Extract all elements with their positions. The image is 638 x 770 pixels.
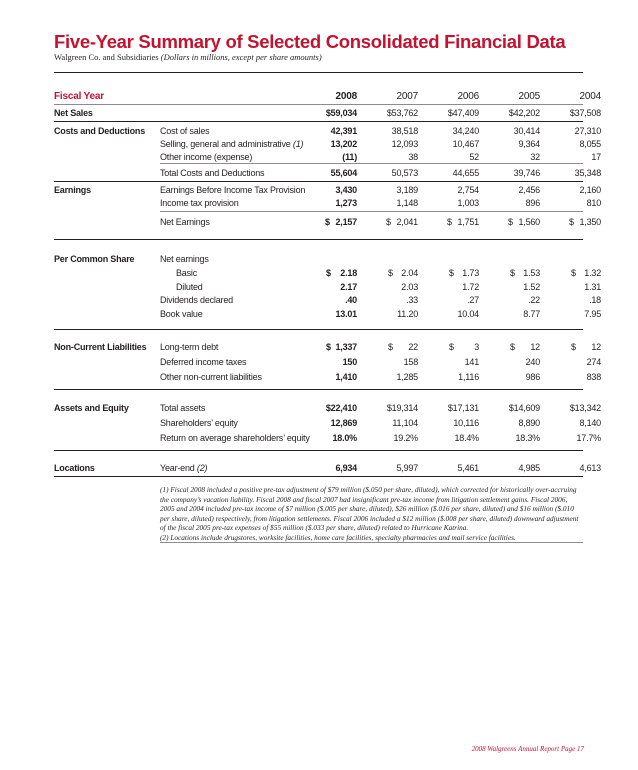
value-cell: 13,202 xyxy=(330,139,357,149)
section-earnings: Earnings xyxy=(54,185,91,195)
row-label: Dividends declared xyxy=(160,295,233,305)
earnings-subtotal-rule xyxy=(160,211,583,212)
value-cell: 1.52 xyxy=(523,281,540,292)
dollar-sign: $ xyxy=(508,217,513,227)
value-cell: 150 xyxy=(342,357,357,367)
row-label-text: Year-end xyxy=(160,463,195,473)
dollar-sign: $ xyxy=(449,342,454,352)
value-cell: 2.04 xyxy=(401,268,418,278)
year-header: 2005 xyxy=(518,91,540,102)
value-cell: .33 xyxy=(406,295,418,305)
per-share-rule xyxy=(54,329,583,330)
value-cell: 55,604 xyxy=(330,168,357,178)
value-cell: .40 xyxy=(345,295,357,305)
value-cell: 19.2% xyxy=(393,433,418,443)
subtitle-units: (Dollars in millions, except per share amounts) xyxy=(160,52,322,62)
value-cell: 5,997 xyxy=(396,463,418,473)
value-cell: 1,751 xyxy=(457,217,479,227)
locations-rule xyxy=(54,476,583,477)
dollar-sign: $ xyxy=(326,342,331,352)
value-cell: 34,240 xyxy=(452,126,479,136)
net-sales-label: Net Sales xyxy=(54,108,93,118)
value-cell: 1,410 xyxy=(335,372,357,382)
value-cell: 240 xyxy=(525,357,540,367)
noncurrent-rule xyxy=(54,389,583,390)
row-label: Shareholders’ equity xyxy=(160,418,238,428)
value-cell: 42,391 xyxy=(330,126,357,136)
dollar-sign: $ xyxy=(571,342,576,352)
value-cell: 2.03 xyxy=(401,281,418,292)
costs-rule xyxy=(54,181,583,182)
value-cell: 274 xyxy=(586,357,601,367)
value-cell: 30,414 xyxy=(513,126,540,136)
value-cell: 4,985 xyxy=(518,463,540,473)
row-label-text: Cost of sales xyxy=(160,126,210,136)
value-cell: 1,350 xyxy=(579,217,601,227)
footnote: (1) Fiscal 2008 included a positive pre-tax adjustment of $79 million ($.050 per share, diluted), which corrected for historically over-accruing the company’s vacation liability. Fiscal 2008 and fiscal 2007 had insignificant pre-tax income from litigation settlement gains. Fiscal 2006, 2005 and 2004 included pre-tax income of $7 million ($.005 per share, diluted), $26 million ($.016 per share, diluted) and $16 million ($.010 per share, diluted) respectively, from litigation settlements. Fiscal 2006 included a $12 million ($.008 per share, diluted) downward adjustment of the fiscal 2005 pre-tax expenses of $55 million ($.033 per share, diluted) related to Hurricane Katrina. xyxy=(160,485,579,532)
net-earnings-label: Net Earnings xyxy=(160,217,210,227)
value-cell: 1,285 xyxy=(396,372,418,382)
top-rule xyxy=(54,72,583,73)
fiscal-year-header: Fiscal Year xyxy=(54,91,104,102)
footnote: (2) Locations include drugstores, worksite facilities, home care facilities, specialty pharmacies and mail service facilities. xyxy=(160,533,516,542)
dollar-sign: $ xyxy=(569,217,574,227)
value-cell: $37,508 xyxy=(569,108,601,118)
row-label: Diluted xyxy=(176,281,203,292)
value-cell: $13,342 xyxy=(569,403,601,413)
value-cell: 1,116 xyxy=(458,372,479,382)
row-label: Basic xyxy=(176,268,198,278)
year-header: 2004 xyxy=(579,91,601,102)
value-cell: 8,890 xyxy=(518,418,540,428)
value-cell: 2,160 xyxy=(579,185,601,195)
value-cell: 4,613 xyxy=(579,463,601,473)
row-label: Deferred income taxes xyxy=(160,357,247,367)
value-cell: $14,609 xyxy=(508,403,540,413)
value-cell: 8,055 xyxy=(579,139,601,149)
earnings-rule xyxy=(54,239,583,240)
value-cell: 22 xyxy=(408,342,418,352)
footnote-ref: (2) xyxy=(196,463,208,473)
value-cell: 10.04 xyxy=(457,308,479,319)
value-cell: 50,573 xyxy=(391,168,418,178)
section-assets: Assets and Equity xyxy=(54,403,129,413)
value-cell: 2,157 xyxy=(335,217,357,227)
value-cell: 2.18 xyxy=(340,268,357,278)
row-label: Book value xyxy=(160,308,203,319)
value-cell: 896 xyxy=(525,198,540,208)
row-label: Total assets xyxy=(160,403,206,413)
dollar-sign: $ xyxy=(386,217,391,227)
header-rule xyxy=(54,104,583,105)
value-cell: 3,189 xyxy=(396,185,418,195)
value-cell: 1.53 xyxy=(523,268,540,278)
value-cell: 1.72 xyxy=(462,281,479,292)
dollar-sign: $ xyxy=(510,268,515,278)
row-label: Income tax provision xyxy=(160,198,239,208)
dollar-sign: $ xyxy=(571,268,576,278)
value-cell: 44,655 xyxy=(452,168,479,178)
dollar-sign: $ xyxy=(325,217,330,227)
value-cell: 9,364 xyxy=(518,139,540,149)
value-cell: 52 xyxy=(469,152,479,162)
value-cell: 13.01 xyxy=(335,308,357,319)
value-cell: 38 xyxy=(408,152,418,162)
value-cell: 10,467 xyxy=(452,139,479,149)
net-sales-rule xyxy=(54,121,583,122)
value-cell: 3,430 xyxy=(335,185,357,195)
value-cell: 38,518 xyxy=(391,126,418,136)
value-cell: 35,348 xyxy=(574,168,601,178)
value-cell: 141 xyxy=(464,357,479,367)
dollar-sign: $ xyxy=(510,342,515,352)
row-label xyxy=(160,126,209,137)
row-label xyxy=(160,463,207,474)
value-cell: 1,560 xyxy=(518,217,540,227)
value-cell: 17.7% xyxy=(576,433,601,443)
footnote-ref: (1) xyxy=(292,139,304,149)
value-cell: 2,456 xyxy=(518,185,540,195)
page-subtitle xyxy=(54,52,322,62)
dollar-sign: $ xyxy=(447,217,452,227)
value-cell: 1.73 xyxy=(462,268,479,278)
value-cell: 12 xyxy=(530,342,540,352)
value-cell: 12,093 xyxy=(391,139,418,149)
value-cell: 3 xyxy=(474,342,479,352)
value-cell: 8,140 xyxy=(579,418,601,428)
value-cell: 10,116 xyxy=(453,418,479,428)
dollar-sign: $ xyxy=(449,268,454,278)
folio-page: Page 17 xyxy=(560,745,584,753)
section-costs: Costs and Deductions xyxy=(54,126,146,136)
value-cell: (11) xyxy=(342,152,357,162)
value-cell: 1,273 xyxy=(335,198,357,208)
section-locations: Locations xyxy=(54,463,95,473)
value-cell: $22,410 xyxy=(325,403,357,413)
value-cell: 8.77 xyxy=(523,308,540,319)
value-cell: 7.95 xyxy=(584,308,601,319)
value-cell: 12 xyxy=(591,342,601,352)
year-header: 2008 xyxy=(335,91,357,102)
dollar-sign: $ xyxy=(326,268,331,278)
row-label xyxy=(160,139,303,150)
value-cell: 12,869 xyxy=(330,418,357,428)
value-cell: 11.20 xyxy=(397,308,418,319)
value-cell: 5,461 xyxy=(457,463,479,473)
row-label: Net earnings xyxy=(160,254,209,264)
value-cell: 986 xyxy=(525,372,540,382)
dollar-sign: $ xyxy=(388,268,393,278)
value-cell: 18.4% xyxy=(454,433,479,443)
page-title: Five-Year Summary of Selected Consolidated Financial Data xyxy=(54,31,566,52)
value-cell: 18.0% xyxy=(332,433,357,443)
value-cell: 32 xyxy=(530,152,540,162)
value-cell: $19,314 xyxy=(386,403,418,413)
page-folio xyxy=(472,745,584,753)
value-cell: 2.17 xyxy=(340,281,357,292)
value-cell: 1.31 xyxy=(584,281,601,292)
assets-rule xyxy=(54,450,583,451)
costs-subtotal-rule xyxy=(160,163,583,164)
value-cell: 2,754 xyxy=(457,185,479,195)
value-cell: 1,148 xyxy=(396,198,418,208)
value-cell: 1,003 xyxy=(457,198,479,208)
value-cell: .27 xyxy=(467,295,479,305)
value-cell: .22 xyxy=(528,295,540,305)
value-cell: 2,041 xyxy=(396,217,418,227)
section-per-share: Per Common Share xyxy=(54,254,135,264)
value-cell: $42,202 xyxy=(508,108,540,118)
dollar-sign: $ xyxy=(388,342,393,352)
value-cell: 1.32 xyxy=(584,268,601,278)
total-costs-label: Total Costs and Deductions xyxy=(160,168,265,178)
section-noncurrent: Non-Current Liabilities xyxy=(54,342,147,352)
value-cell: $59,034 xyxy=(325,108,357,118)
value-cell: 18.3% xyxy=(515,433,540,443)
value-cell: 6,934 xyxy=(335,463,357,473)
value-cell: 17 xyxy=(591,152,601,162)
value-cell: $47,409 xyxy=(447,108,479,118)
row-label: Long-term debt xyxy=(160,342,219,352)
value-cell: 11,104 xyxy=(392,418,418,428)
value-cell: 27,310 xyxy=(574,126,601,136)
row-label: Other non-current liabilities xyxy=(160,372,262,382)
row-label xyxy=(160,152,252,163)
year-header: 2007 xyxy=(396,91,418,102)
row-label: Return on average shareholders’ equity xyxy=(160,433,310,443)
year-header: 2006 xyxy=(457,91,479,102)
value-cell: $17,131 xyxy=(447,403,479,413)
value-cell: 838 xyxy=(586,372,601,382)
row-label-text: Other income (expense) xyxy=(160,152,253,162)
value-cell: 39,746 xyxy=(513,168,540,178)
value-cell: .18 xyxy=(589,295,601,305)
row-label-text: Selling, general and administrative xyxy=(160,139,291,149)
value-cell: $53,762 xyxy=(386,108,418,118)
folio-report: 2008 Walgreens Annual Report xyxy=(471,745,560,753)
value-cell: 810 xyxy=(586,198,601,208)
subtitle-company: Walgreen Co. and Subsidiaries xyxy=(54,52,159,62)
row-label: Earnings Before Income Tax Provision xyxy=(160,185,306,195)
value-cell: 1,337 xyxy=(335,342,357,352)
value-cell: 158 xyxy=(403,357,418,367)
